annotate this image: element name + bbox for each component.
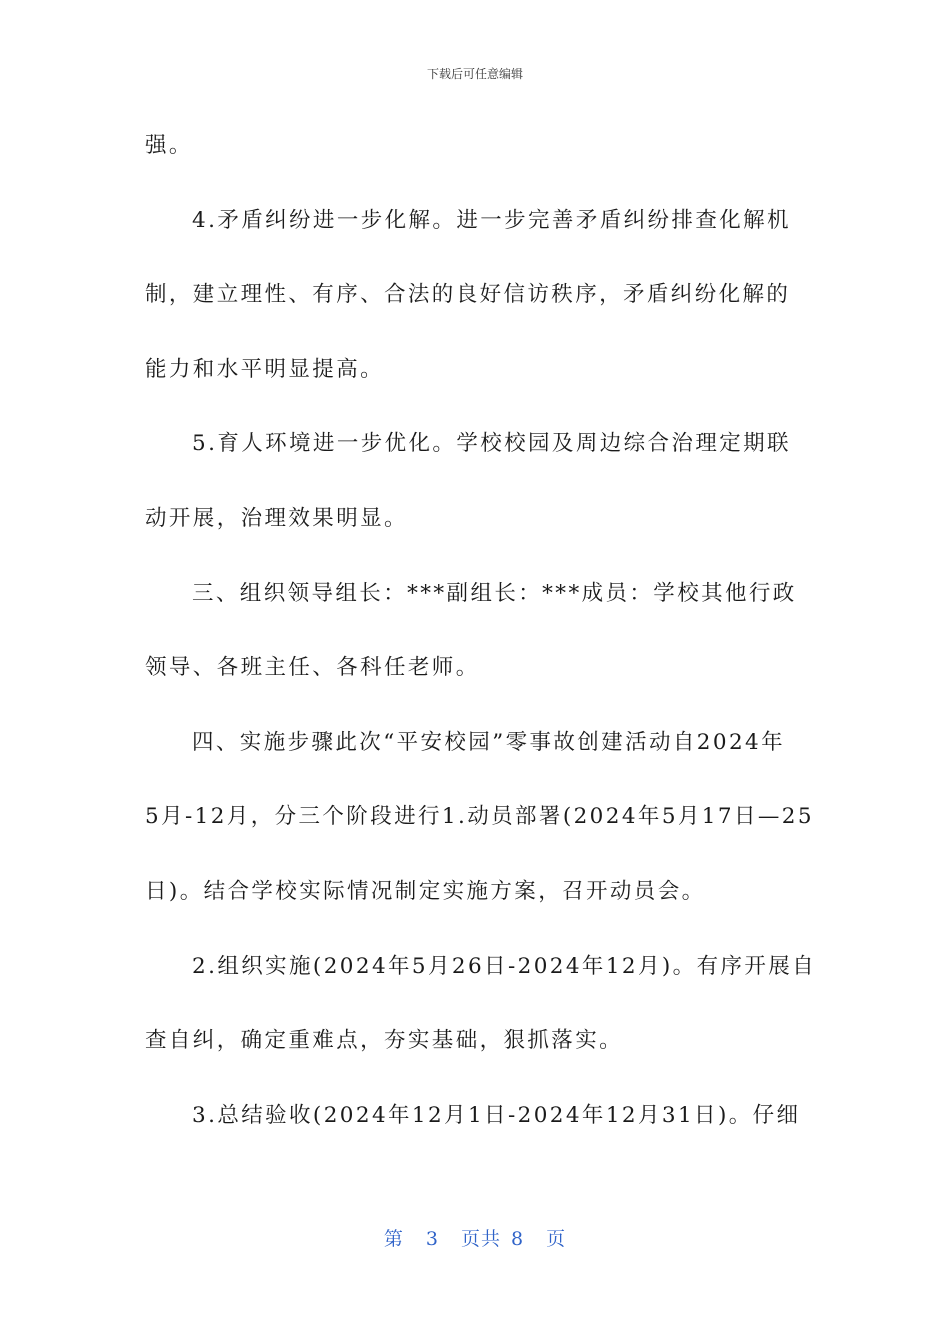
body-line: 5月-12月，分三个阶段进行1.动员部署(2024年5月17日—25 [145, 804, 814, 830]
body-line: 三、组织领导组长：***副组长：***成员：学校其他行政 [192, 580, 797, 606]
document-body [145, 120, 817, 1164]
footer-page-suffix: 页 [546, 1228, 567, 1250]
body-line: 日)。结合学校实际情况制定实施方案，召开动员会。 [145, 878, 706, 904]
body-line: 领导、各班主任、各科任老师。 [145, 655, 480, 681]
body-line: 2.组织实施(2024年5月26日-2024年12月)。有序开展自 [192, 953, 817, 979]
footer-page-mid: 页共 [460, 1228, 501, 1250]
body-line: 查自纠，确定重难点，夯实基础，狠抓落实。 [145, 1028, 624, 1054]
footer-total-pages: 8 [511, 1228, 525, 1250]
body-line: 5.育人环境进一步优化。学校校园及周边综合治理定期联 [192, 431, 791, 457]
body-line: 强。 [145, 133, 193, 158]
body-line: 4.矛盾纠纷进一步化解。进一步完善矛盾纠纷排查化解机 [192, 207, 791, 233]
footer-page-prefix: 第 [383, 1228, 404, 1250]
page-footer [0, 1226, 950, 1252]
body-line: 3.总结验收(2024年12月1日-2024年12月31日)。仔细 [192, 1102, 801, 1128]
body-line: 四、实施步骤此次“平安校园”零事故创建活动自2024年 [192, 729, 786, 755]
body-line: 制，建立理性、有序、合法的良好信访秩序，矛盾纠纷化解的 [145, 282, 791, 308]
body-line: 能力和水平明显提高。 [145, 356, 385, 382]
body-line: 动开展，治理效果明显。 [145, 505, 408, 531]
footer-page-number: 3 [425, 1228, 439, 1250]
page-header: 下载后可任意编辑 [426, 67, 523, 81]
